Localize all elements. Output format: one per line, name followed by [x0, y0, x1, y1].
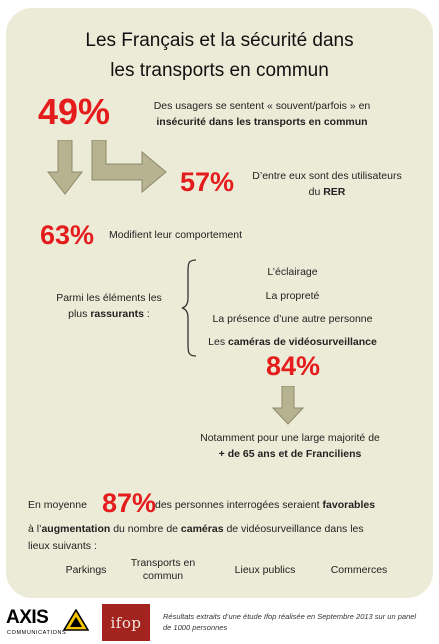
stat-84-line2: + de 65 ans et de Franciliens — [218, 448, 362, 460]
flow-arrows — [42, 140, 172, 220]
line2-e: de vidéosurveillance dans les — [223, 523, 364, 535]
reassuring-item-3: La présence d’une autre personne — [212, 313, 373, 325]
stat-49-text — [142, 98, 382, 130]
line2-b: augmentation — [41, 523, 111, 535]
reassuring-item-1: L’éclairage — [267, 266, 318, 278]
reassuring-item-4 — [190, 334, 395, 350]
reassuring-item-2: La propreté — [265, 290, 320, 302]
bent-right-arrow-icon — [92, 140, 166, 192]
stat-49-line2: insécurité dans les transports en commun — [156, 116, 368, 128]
stat-84-value: 84% — [266, 351, 321, 381]
item4-bold: caméras de vidéosurveillance — [228, 336, 377, 348]
stat-63-text: Modifient leur comportement — [109, 229, 243, 241]
ifop-logo-text: ifop — [110, 613, 142, 632]
axis-logo-sub: COMMUNICATIONS — [7, 630, 67, 636]
axis-triangle-icon — [63, 609, 89, 631]
stat-87-prefix: En moyenne — [28, 499, 87, 511]
label-suffix: : — [144, 308, 150, 320]
footer-note-line2: de 1000 personnes — [163, 623, 228, 632]
stat-63-value: 63% — [40, 220, 95, 250]
stat-87-bold: favorables — [322, 499, 376, 511]
line2-a: à l’ — [28, 523, 42, 535]
down-arrow-small-icon — [271, 386, 305, 426]
stat-84-line1: Notamment pour une large majorité de — [200, 432, 380, 444]
stat-87-line3: lieux suivants : — [28, 540, 97, 552]
item4-prefix: Les — [208, 336, 228, 348]
stat-57-line1: D’entre eux sont des utilisateurs — [252, 170, 402, 182]
stat-57-line2 — [247, 184, 407, 200]
line2-d: caméras — [180, 523, 224, 535]
place-transports — [118, 557, 208, 583]
stat-87-line2 — [28, 521, 423, 537]
place-transports-line1: Transports en — [130, 557, 196, 569]
ifop-logo — [102, 604, 150, 641]
place-parkings: Parkings — [65, 564, 107, 576]
label-bold: rassurants — [90, 308, 145, 320]
stat-49-value: 49% — [38, 91, 111, 132]
stat-87-value: 87% — [102, 488, 157, 518]
stat-57-value: 57% — [180, 167, 235, 197]
reassuring-label — [44, 290, 174, 322]
reassuring-label-line1: Parmi les éléments les — [56, 292, 162, 304]
place-lieux-publics: Lieux publics — [234, 564, 296, 576]
down-arrow-icon — [48, 140, 82, 194]
stat-49-line1: Des usagers se sentent « souvent/parfois » en — [153, 100, 371, 112]
footer-note — [163, 611, 435, 633]
footer-note-line1: Résultats extraits d’une étude Ifop réalisée en Septembre 2013 sur un panel — [163, 612, 417, 621]
stat-57-bold: RER — [323, 186, 346, 198]
place-commerces: Commerces — [330, 564, 388, 576]
stat-57-prefix: du — [308, 186, 324, 198]
reassuring-label-line2 — [44, 306, 174, 322]
title-line-2: les transports en commun — [110, 60, 329, 81]
stat-84-text — [175, 430, 405, 462]
stat-57-text — [247, 168, 407, 200]
title-line-1: Les Français et la sécurité dans — [85, 30, 354, 51]
line2-c: du nombre de — [110, 523, 181, 535]
place-transports-line2: commun — [142, 570, 184, 582]
stat-87-plain: des personnes interrogées seraient — [155, 499, 323, 511]
label-prefix: plus — [68, 308, 91, 320]
axis-logo-text: AXIS — [6, 607, 49, 628]
stat-87-line1-rest — [155, 497, 375, 513]
axis-logo — [6, 607, 92, 641]
page-title — [20, 26, 419, 86]
